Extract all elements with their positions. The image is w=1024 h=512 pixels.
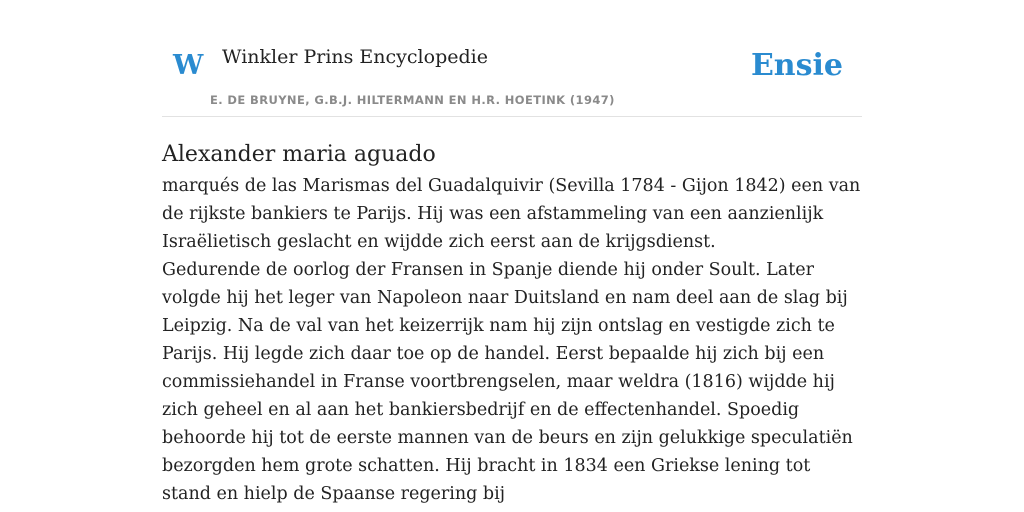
- article-paragraph-2: Gedurende de oorlog der Fransen in Spanje diende hij onder Soult. Later volgde hij het leger van Napoleon naar Duitsland en nam deel aan de slag bij Leipzig. Na de val van het keizerrijk nam hij zijn ontslag en vestigde zich te Parijs. Hij legde zich daar toe op de handel. Eerst bepaalde hij zich bij een commissiehandel in Franse voortbrengselen, maar weldra (1816) wijdde hij zich geheel en al aan het bankiersbedrijf en de effectenhandel. Spoedig behoorde hij tot de eerste mannen van de beurs en zijn gelukkige speculatiën bezorgden hem grote schatten. Hij bracht in 1834 een Griekse lening tot stand en hielp de Spaanse regering bij: [162, 260, 853, 504]
- site-header: [162, 0, 862, 117]
- article-title: Alexander maria aguado: [162, 142, 436, 167]
- article-paragraph-1: marqués de las Marismas del Guadalquivir (Sevilla 1784 - Gijon 1842) een van de rijkste bankiers te Parijs. Hij was een afstammeling van een aanzienlijk Israëlietisch geslacht en wijdde zich eerst aan de krijgsdienst.: [162, 176, 861, 252]
- source-title[interactable]: Winkler Prins Encyclopedie: [222, 46, 488, 68]
- ensie-logo[interactable]: Ensie: [750, 48, 843, 83]
- article: [162, 138, 862, 508]
- source-authors: E. DE BRUYNE, G.B.J. HILTERMANN EN H.R. HOETINK (1947): [210, 93, 615, 107]
- winkler-prins-logo[interactable]: W: [173, 50, 204, 81]
